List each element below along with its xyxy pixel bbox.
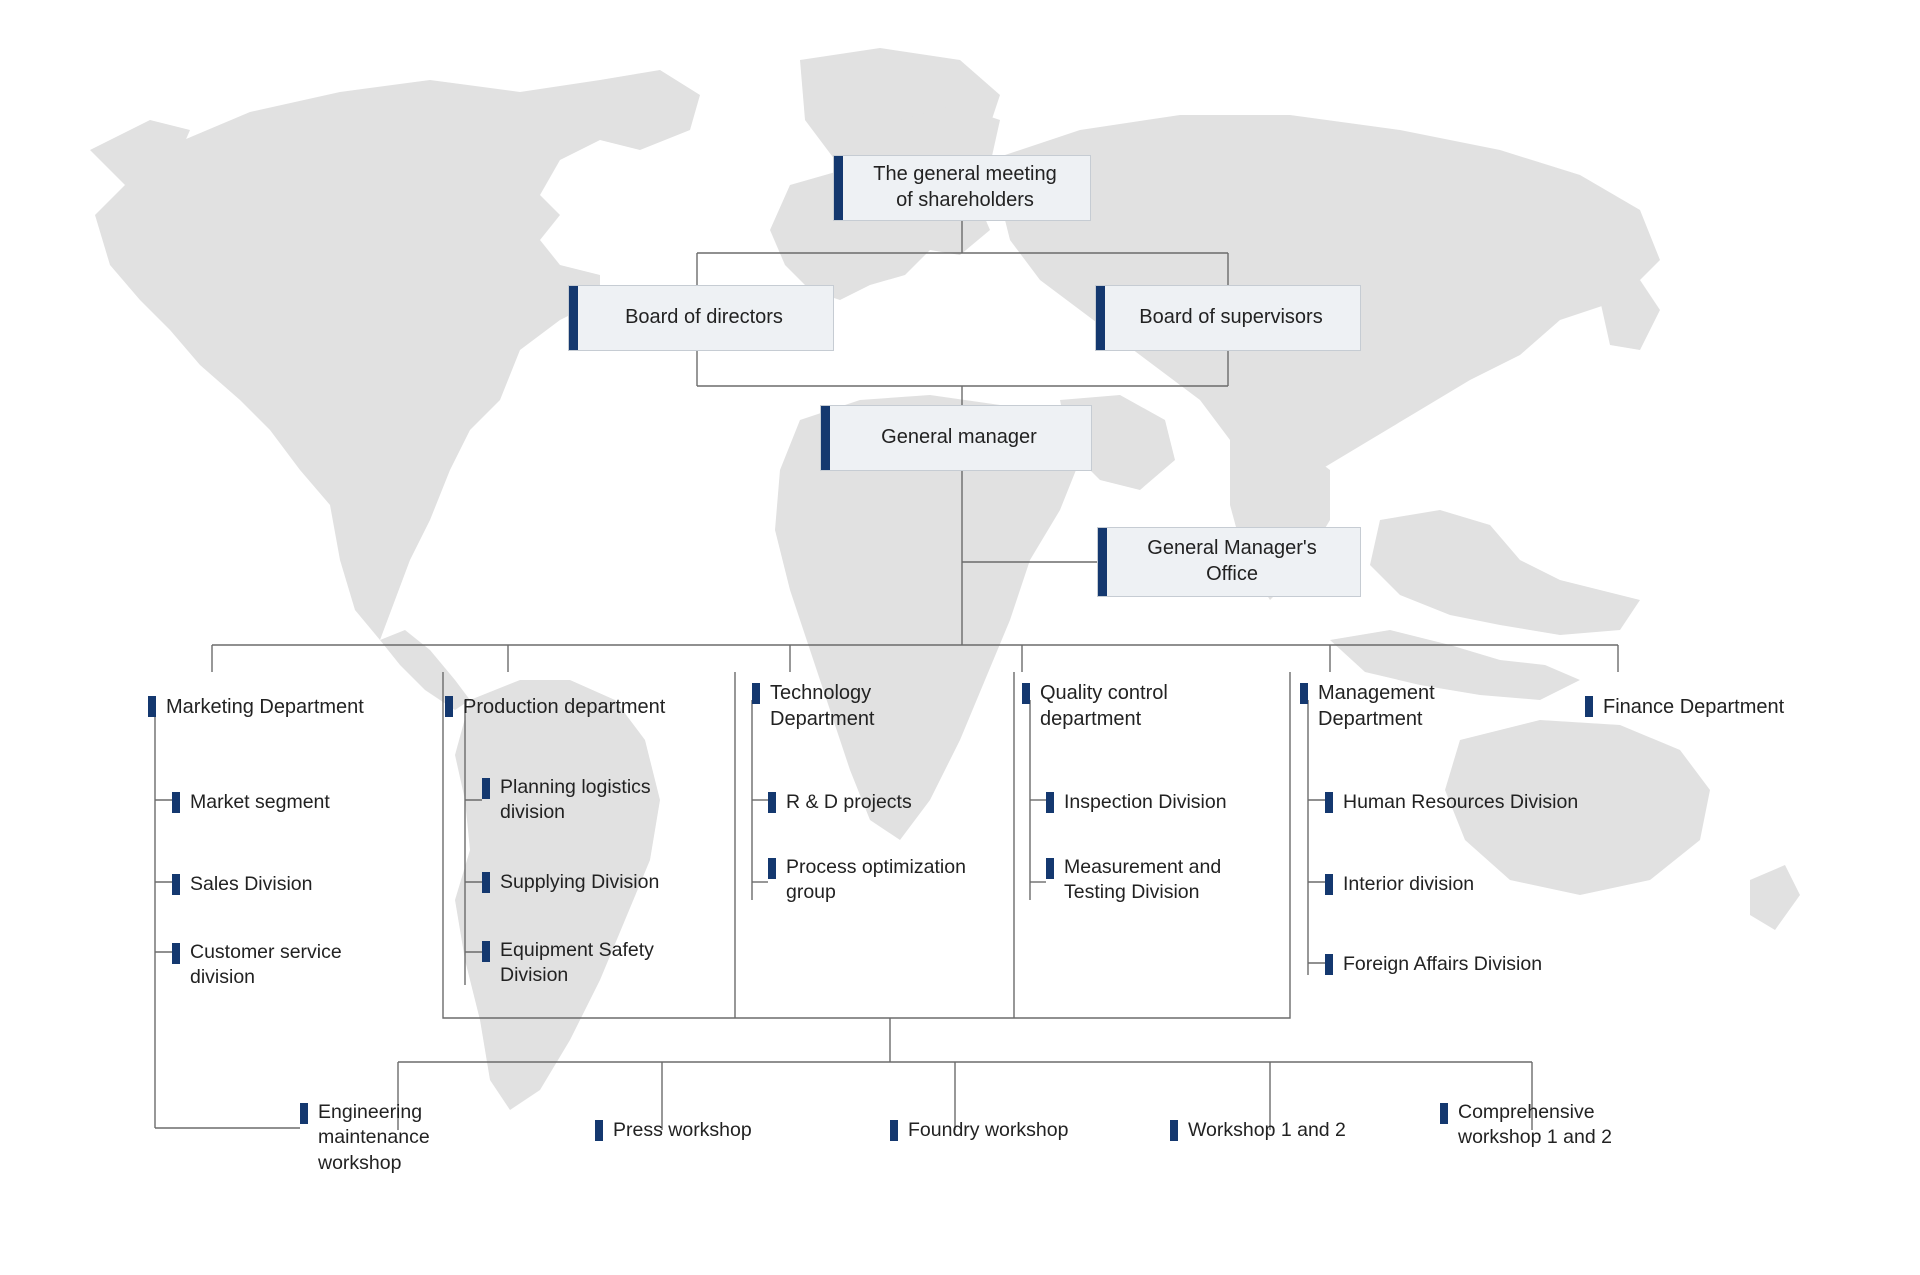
accent-tick [482,872,490,893]
item-r-and-d-projects[interactable] [768,790,998,815]
node-general-managers-office[interactable] [1097,527,1361,597]
item-label: Measurement and Testing Division [1064,856,1222,904]
item-planning-logistics-division[interactable] [482,775,687,826]
item-process-optimization-group[interactable] [768,855,988,906]
workshop-label: Press workshop [613,1119,752,1141]
accent-tick [1585,696,1593,717]
accent-tick [1046,792,1054,813]
accent-tick [1022,683,1030,704]
node-general-manager[interactable] [820,405,1092,471]
dept-label: Management Department [1318,682,1435,730]
accent-bar [569,286,578,350]
accent-tick [172,874,180,895]
accent-tick [300,1103,308,1124]
item-customer-service-division[interactable] [172,940,352,991]
accent-bar [821,406,830,470]
node-board-of-directors[interactable] [568,285,834,351]
accent-tick [172,792,180,813]
dept-label: Technology Department [770,682,875,730]
accent-tick [445,696,453,717]
workshop-label: Comprehensive workshop 1 and 2 [1458,1101,1612,1149]
dept-technology-department[interactable] [752,680,902,732]
accent-tick [1325,792,1333,813]
shareholders-line-2: of shareholders [896,189,1034,211]
gm-office-line-1: General Manager's [1147,537,1317,560]
item-label: Customer service division [190,941,342,989]
general-manager-label: General manager [881,426,1037,449]
item-label: Equipment Safety Division [500,939,654,987]
board-of-directors-label: Board of directors [625,306,783,329]
accent-tick [752,683,760,704]
dept-management-department[interactable] [1300,680,1470,732]
item-inspection-division[interactable] [1046,790,1276,815]
accent-tick [172,943,180,964]
item-label: Sales Division [190,873,313,895]
item-label: Supplying Division [500,871,660,893]
accent-tick [768,858,776,879]
item-label: Foreign Affairs Division [1343,953,1543,975]
item-supplying-division[interactable] [482,870,712,895]
item-label: Process optimization group [786,856,966,904]
accent-tick [1325,954,1333,975]
workshop-comprehensive-1-and-2[interactable] [1440,1100,1640,1151]
dept-label: Finance Department [1603,696,1785,718]
board-of-supervisors-label: Board of supervisors [1139,306,1323,329]
node-board-of-supervisors[interactable] [1095,285,1361,351]
node-general-meeting-of-shareholders[interactable] [833,155,1091,221]
workshop-label: Workshop 1 and 2 [1188,1119,1346,1141]
item-label: Planning logistics division [500,776,651,824]
accent-tick [148,696,156,717]
item-label: R & D projects [786,791,912,813]
accent-tick [1170,1120,1178,1141]
item-label: Interior division [1343,873,1475,895]
workshop-label: Foundry workshop [908,1119,1069,1141]
accent-tick [890,1120,898,1141]
accent-tick [1440,1103,1448,1124]
item-interior-division[interactable] [1325,872,1605,897]
dept-label: Marketing Department [166,696,364,718]
workshop-engineering-maintenance[interactable] [300,1100,500,1176]
dept-production-department[interactable] [445,694,695,720]
item-market-segment[interactable] [172,790,402,815]
accent-tick [1325,874,1333,895]
item-label: Inspection Division [1064,791,1227,813]
accent-tick [482,778,490,799]
accent-bar [1096,286,1105,350]
workshop-label: Engineering maintenance workshop [318,1101,430,1174]
accent-tick [768,792,776,813]
dept-marketing-department[interactable] [148,694,418,720]
item-label: Human Resources Division [1343,791,1579,813]
workshop-press[interactable] [595,1118,815,1143]
dept-finance-department[interactable] [1585,694,1835,720]
item-label: Market segment [190,791,330,813]
accent-tick [1046,858,1054,879]
item-human-resources-division[interactable] [1325,790,1625,815]
accent-bar [834,156,843,220]
dept-label: Quality control department [1040,682,1168,730]
accent-tick [482,941,490,962]
item-equipment-safety-division[interactable] [482,938,682,989]
shareholders-line-1: The general meeting [873,163,1057,186]
item-foreign-affairs-division[interactable] [1325,952,1615,977]
dept-label: Production department [463,696,666,718]
item-sales-division[interactable] [172,872,402,897]
workshop-1-and-2[interactable] [1170,1118,1390,1143]
dept-quality-control-department[interactable] [1022,680,1212,732]
accent-bar [1098,528,1107,596]
accent-tick [595,1120,603,1141]
workshop-foundry[interactable] [890,1118,1120,1143]
gm-office-line-2: Office [1206,563,1258,585]
accent-tick [1300,683,1308,704]
item-measurement-and-testing-division[interactable] [1046,855,1256,906]
